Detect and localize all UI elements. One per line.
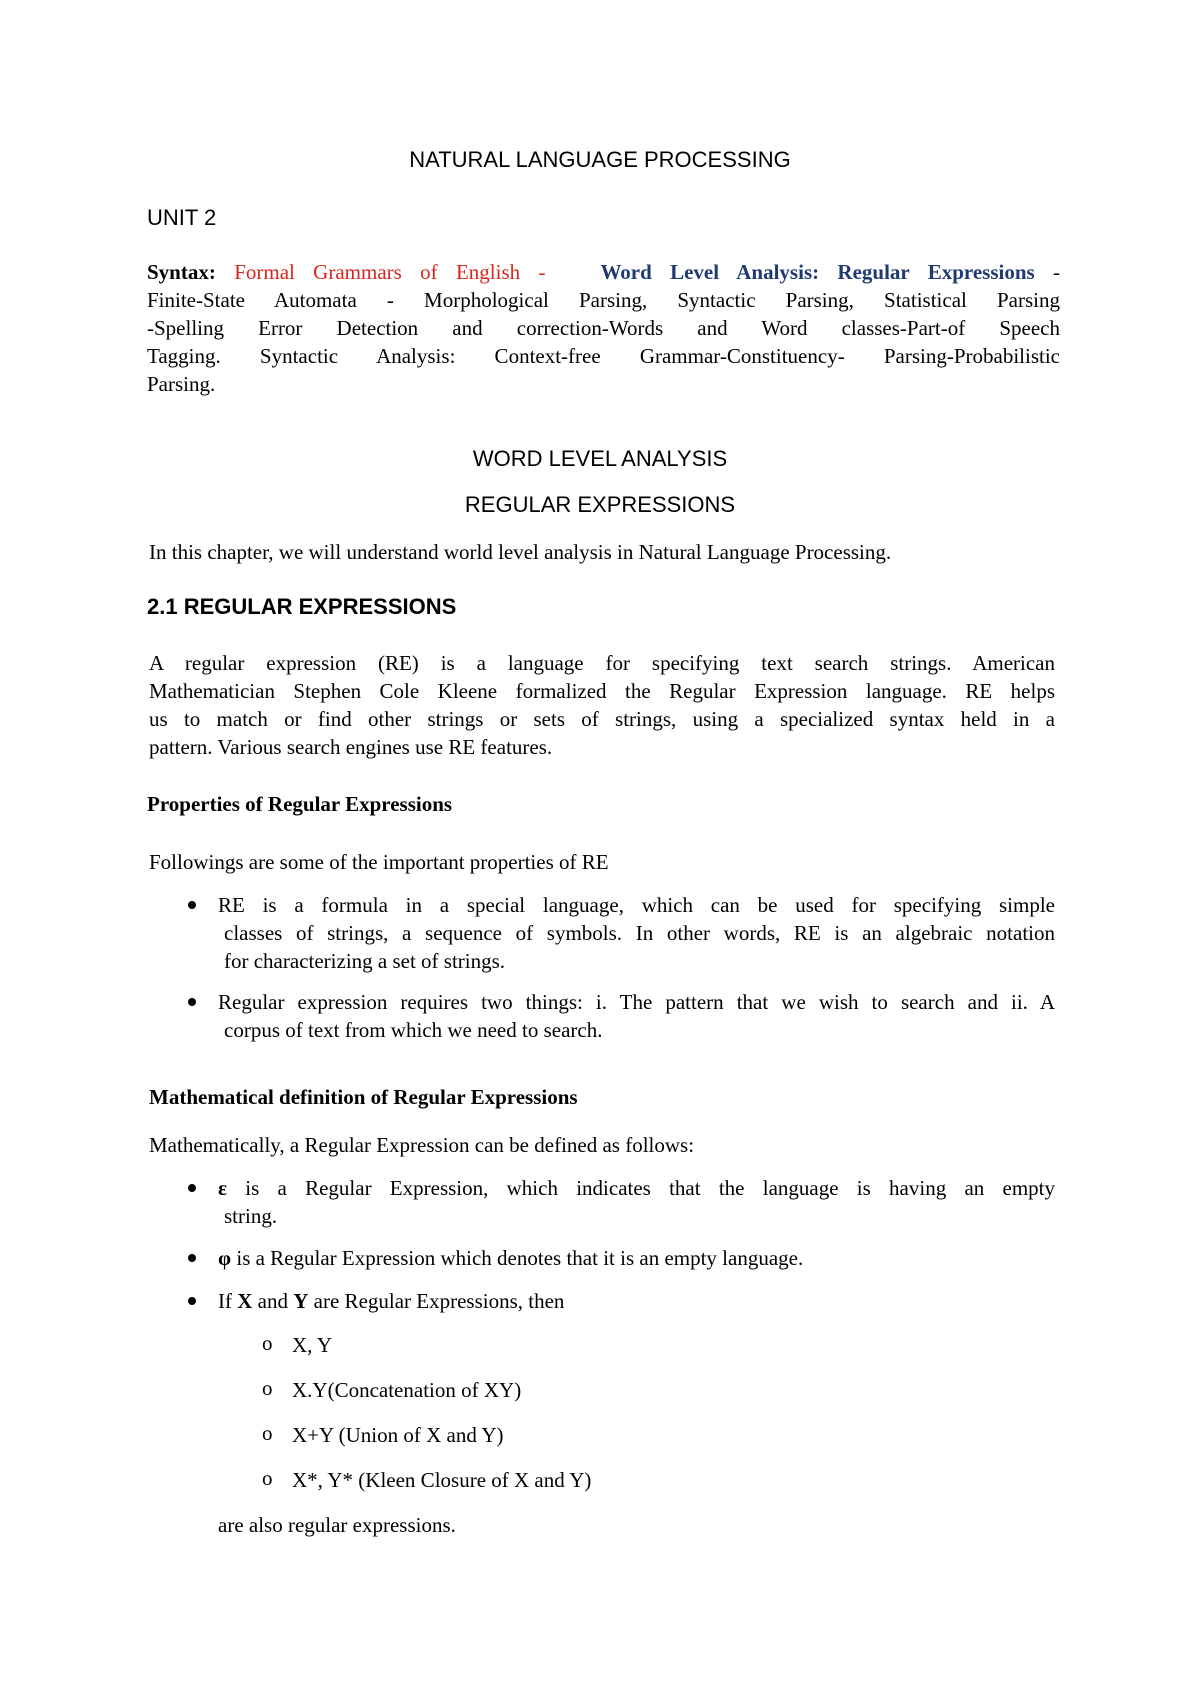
- properties-heading: Properties of Regular Expressions: [147, 792, 453, 816]
- property-2-line-1: Regular expression requires two things: i. The pattern that we wish to search and ii. A: [218, 990, 1055, 1014]
- regex-heading: REGULAR EXPRESSIONS: [464, 492, 736, 517]
- unit-heading: UNIT 2: [147, 205, 217, 230]
- x-symbol: X: [237, 1289, 253, 1313]
- property-2-line-2: corpus of text from which we need to search.: [224, 1018, 603, 1042]
- sub-item: X, Y: [292, 1333, 333, 1357]
- sub-bullet-icon: o: [262, 1466, 273, 1490]
- syllabus-dash: -: [1053, 260, 1061, 284]
- property-1-line-2: classes of strings, a sequence of symbols. In other words, RE is an algebraic notation: [224, 921, 1055, 945]
- syllabus-red-text: Formal Grammars of English -: [234, 260, 546, 284]
- sub-item: X+Y (Union of X and Y): [292, 1423, 504, 1447]
- sub-item: X*, Y* (Kleen Closure of X and Y): [292, 1468, 592, 1492]
- bullet-icon: [188, 1297, 196, 1305]
- syllabus-line-5: Parsing.: [147, 372, 216, 396]
- section-heading: 2.1 REGULAR EXPRESSIONS: [147, 594, 457, 619]
- property-item-1: [218, 891, 1055, 975]
- y-symbol: Y: [293, 1289, 309, 1313]
- page-title: NATURAL LANGUAGE PROCESSING: [409, 147, 791, 172]
- syllabus-line-1: [147, 258, 1060, 286]
- property-1-line-3: for characterizing a set of strings.: [224, 949, 506, 973]
- bullet-icon: [188, 901, 196, 909]
- properties-intro: Followings are some of the important properties of RE: [149, 850, 609, 874]
- math-heading: Mathematical definition of Regular Expressions: [149, 1085, 578, 1109]
- closing-text: are also regular expressions.: [218, 1513, 456, 1537]
- epsilon-symbol: ε: [218, 1176, 227, 1200]
- epsilon-text: is a Regular Expression, which indicates that the language is having an empty: [245, 1176, 1056, 1200]
- re-paragraph: [149, 649, 1055, 761]
- word-level-heading: WORD LEVEL ANALYSIS: [472, 446, 728, 471]
- sub-item: X.Y(Concatenation of XY): [292, 1378, 522, 1402]
- intro-text: In this chapter, we will understand world level analysis in Natural Language Processing.: [149, 540, 892, 564]
- re-line-2: Mathematician Stephen Cole Kleene formalized the Regular Expression language. RE helps: [149, 679, 1055, 703]
- sub-bullet-icon: o: [262, 1331, 273, 1355]
- syntax-label: Syntax:: [147, 260, 216, 284]
- if-suffix: are Regular Expressions, then: [313, 1289, 565, 1313]
- sub-bullet-icon: o: [262, 1376, 273, 1400]
- math-item-epsilon: [218, 1174, 1055, 1230]
- property-item-2: [218, 988, 1055, 1044]
- sub-bullet-icon: o: [262, 1421, 273, 1445]
- syllabus-line-3: -Spelling Error Detection and correction-Words and Word classes-Part-of Speech: [147, 316, 1060, 340]
- math-intro: Mathematically, a Regular Expression can be defined as follows:: [149, 1133, 695, 1157]
- re-line-1: A regular expression (RE) is a language for specifying text search strings. American: [149, 651, 1055, 675]
- bullet-icon: [188, 1254, 196, 1262]
- if-prefix: If: [218, 1289, 232, 1313]
- syllabus-paragraph: [147, 258, 1060, 398]
- and-word: and: [257, 1289, 288, 1313]
- math-item-if: [218, 1287, 564, 1315]
- math-item-phi: [218, 1244, 803, 1272]
- epsilon-line-2: string.: [224, 1204, 278, 1228]
- syllabus-line-4: Tagging. Syntactic Analysis: Context-free Grammar-Constituency- Parsing-Probabilistic: [147, 344, 1060, 368]
- syllabus-blue-text: Word Level Analysis: Regular Expressions: [600, 260, 1035, 284]
- syllabus-line-2: Finite-State Automata - Morphological Parsing, Syntactic Parsing, Statistical Parsing: [147, 288, 1060, 312]
- epsilon-line-1: [218, 1174, 1055, 1202]
- property-1-line-1: RE is a formula in a special language, which can be used for specifying simple: [218, 893, 1055, 917]
- phi-symbol: φ: [218, 1246, 232, 1270]
- bullet-icon: [188, 1184, 196, 1192]
- re-line-3: us to match or find other strings or sets of strings, using a specialized syntax held in a: [149, 707, 1055, 731]
- bullet-icon: [188, 998, 196, 1006]
- re-line-4: pattern. Various search engines use RE features.: [149, 735, 553, 759]
- phi-text: is a Regular Expression which denotes that it is an empty language.: [236, 1246, 804, 1270]
